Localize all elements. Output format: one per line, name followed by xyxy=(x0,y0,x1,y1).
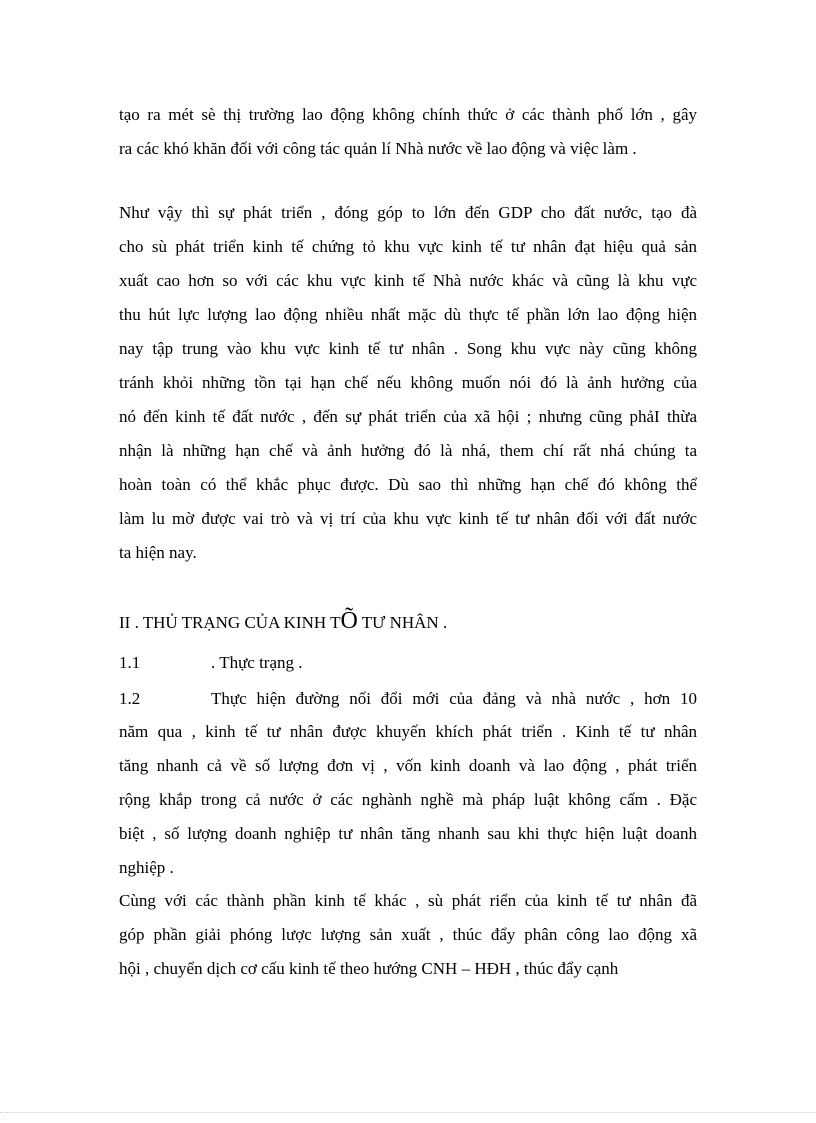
item-text: Thực hiện đường nối đổi mới của đảng và nhà nước , hơn 10 xyxy=(211,689,697,708)
text-line: nó đến kinh tế đất nước , đến sự phát triển của xã hội ; nhưng cũng phảI thừa xyxy=(119,407,697,426)
paragraph-3 xyxy=(119,715,697,885)
text-line: rộng khắp trong cả nước ở các nghành nghề mà pháp luật không cấm . Đặc xyxy=(119,790,697,809)
text-line: xuất cao hơn so với các khu vực kinh tế Nhà nước khác và cũng là khu vực xyxy=(119,271,697,290)
item-number: 1.2 xyxy=(119,689,141,708)
paragraph-1 xyxy=(119,98,697,166)
item-text: . Thực trạng . xyxy=(211,653,303,672)
text-line: tránh khỏi những tồn tại hạn chế nếu không muốn nói đó là ảnh hưởng của xyxy=(119,373,697,392)
section-heading xyxy=(119,606,447,638)
text-line: tăng nhanh cả về số lượng đơn vị , vốn kinh doanh và lao động , phát triển xyxy=(119,756,697,775)
text-line: nhận là những hạn chế và ảnh hưởng đó là nhá, them chí rất nhá chúng ta xyxy=(119,441,697,460)
text-line: nay tập trung vào khu vực kinh tế tư nhân . Song khu vực này cũng không xyxy=(119,339,697,358)
numbered-item-1-1 xyxy=(119,648,697,678)
text-line: làm lu mờ được vai trò và vị trí của khu vực kinh tế tư nhân đối với đất nước xyxy=(119,509,697,528)
text-line: ra các khó khăn đối với công tác quản lí Nhà nước về lao động và việc làm . xyxy=(119,139,637,158)
text-line: cho sù phát triển kinh tế chứng tỏ khu vực kinh tế tư nhân đạt hiệu quả sản xyxy=(119,237,697,256)
numbered-item-1-2 xyxy=(119,684,697,714)
text-line: thu hút lực lượng lao động nhiều nhất mặc dù thực tế phần lớn lao động hiện xyxy=(119,305,697,324)
text-line: Như vậy thì sự phát triển , đóng góp to lớn đến GDP cho đất nước, tạo đà xyxy=(119,203,697,222)
text-line: biệt , số lượng doanh nghiệp tư nhân tăng nhanh sau khi thực hiện luật doanh xyxy=(119,824,697,843)
heading-big-char: Õ xyxy=(340,608,358,634)
text-line: hội , chuyển dịch cơ cấu kinh tế theo hướng CNH – HĐH , thúc đẩy cạnh xyxy=(119,959,619,978)
paragraph-2 xyxy=(119,196,697,570)
text-line: góp phần giải phóng lược lượng sản xuất , thúc đẩy phân công lao động xã xyxy=(119,925,697,944)
page-bottom-divider xyxy=(0,1112,816,1113)
item-number: 1.1 xyxy=(119,653,141,672)
text-line: Cùng với các thành phần kinh tế khác , sù phát riển của kinh tế tư nhân đã xyxy=(119,891,697,910)
heading-suffix: TƯ NHÂN . xyxy=(357,613,448,632)
text-line: hoàn toàn có thể khắc phục được. Dù sao thì những hạn chế đó không thể xyxy=(119,475,697,494)
text-line: ta hiện nay. xyxy=(119,543,197,562)
text-line: nghiệp . xyxy=(119,858,174,877)
text-line: năm qua , kinh tế tư nhân được khuyến khích phát triển . Kinh tế tư nhân xyxy=(119,722,697,741)
paragraph-4 xyxy=(119,884,697,986)
text-line: tạo ra mét sè thị trường lao động không chính thức ở các thành phố lớn , gây xyxy=(119,105,697,124)
heading-prefix: II . THỦ TRẠNG CỦA KINH T xyxy=(119,613,341,632)
